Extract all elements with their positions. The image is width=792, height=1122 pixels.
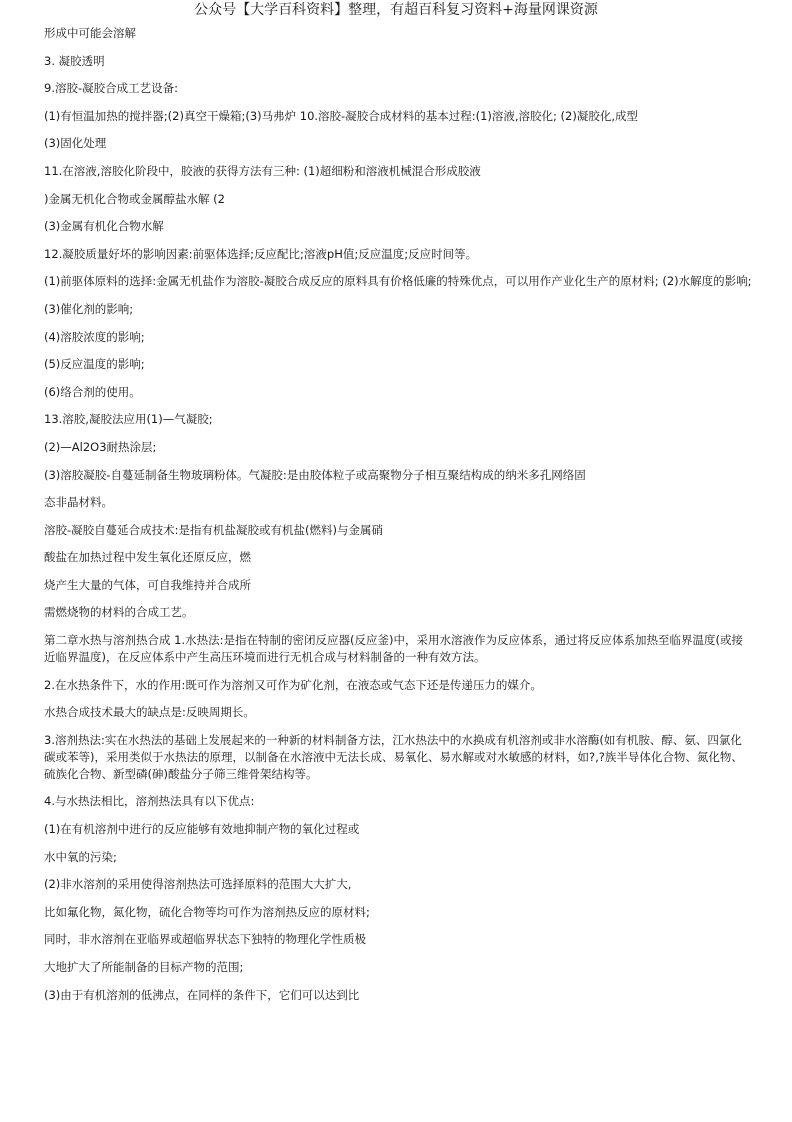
page-header: 公众号【大学百科资料】整理，有超百科复习资料+海量网课资源: [194, 2, 598, 18]
paragraph: 同时，非水溶剂在亚临界或超临界状态下独特的物理化学性质极: [44, 932, 366, 947]
paragraph: (5)反应温度的影响;: [44, 357, 145, 372]
paragraph: 第二章水热与溶剂热合成 1.水热法:是指在特制的密闭反应器(反应釜)中，采用水溶液作为反应体系，通过将反应体系加热至临界温度(或接近临界温度)，在反应体系中产生高压环境而进行无机合成与材料制备的一种有效方法。: [44, 633, 743, 665]
paragraph: 11.在溶液,溶胶化阶段中，胶液的获得方法有三种: (1)超细粉和溶液机械混合形成胶液: [44, 163, 481, 178]
paragraph: 烧产生大量的气体，可自我维持并合成所: [44, 577, 251, 592]
paragraph: (3)固化处理: [44, 136, 107, 151]
document-body: [44, 25, 752, 1014]
paragraph: (2)—Al2O3耐热涂层;: [44, 439, 157, 454]
paragraph: 9.溶胶-凝胶合成工艺设备:: [44, 81, 178, 96]
paragraph: 水热合成技术最大的缺点是:反映周期长。: [44, 705, 255, 720]
paragraph: )金属无机化合物或金属醇盐水解 (2: [44, 191, 225, 206]
paragraph: 大地扩大了所能制备的目标产物的范围;: [44, 960, 244, 974]
paragraph: (4)溶胶浓度的影响;: [44, 329, 145, 344]
paragraph: (3)金属有机化合物水解: [44, 219, 164, 234]
paragraph: 溶胶-凝胶自蔓延合成技术:是指有机盐凝胶或有机盐(燃料)与金属硝: [44, 522, 383, 537]
paragraph: 酸盐在加热过程中发生氧化还原反应，燃: [44, 550, 251, 565]
paragraph: (2)非水溶剂的采用使得溶剂热法可选择原料的范围大大扩大,: [44, 877, 352, 892]
paragraph: 形成中可能会溶解: [44, 26, 136, 40]
paragraph: (1)在有机溶剂中进行的反应能够有效地抑制产物的氧化过程或: [44, 822, 360, 837]
paragraph: 比如氟化物，氮化物，硫化合物等均可作为溶剂热反应的原材料;: [44, 904, 370, 919]
paragraph: 3.溶剂热法:实在水热法的基础上发展起来的一种新的材料制备方法，江水热法中的水换成有机溶剂或非水溶酶(如有机胺、醇、氨、四氯化碳或苯等)，采用类似于水热法的原理，以制备在水溶液中无法长成、易氧化、易水解或对水敏感的材料，如?,?族半导体化合物、氮化物、硫族化合物、新型磷(砷)酸盐分子筛三维骨架结构等。: [44, 732, 743, 781]
paragraph: 需燃烧物的材料的合成工艺。: [44, 605, 194, 620]
paragraph: (3)溶胶凝胶-自蔓延制备生物玻璃粉体。气凝胶:是由胶体粒子或高聚物分子相互聚结构成的纳米多孔网络固: [44, 467, 586, 482]
paragraph: 2.在水热条件下，水的作用:既可作为溶剂又可作为矿化剂，在液态或气态下还是传递压力的媒介。: [44, 677, 542, 692]
paragraph: 12.凝胶质量好坏的影响因素:前驱体选择;反应配比;溶液pH值;反应温度;反应时间等。: [44, 246, 478, 261]
paragraph: 水中氧的污染;: [44, 849, 117, 864]
paragraph: (6)络合剂的使用。: [44, 384, 141, 399]
paragraph: 态非晶材料。: [44, 495, 113, 510]
paragraph: 13.溶胶,凝胶法应用(1)—气凝胶;: [44, 412, 213, 427]
paragraph: (1)有恒温加热的搅拌器;(2)真空干燥箱;(3)马弗炉 10.溶胶-凝胶合成材料的基本过程:(1)溶液,溶胶化; (2)凝胶化,成型: [44, 108, 639, 123]
paragraph: 3. 凝胶透明: [44, 53, 105, 68]
paragraph: (3)催化剂的影响;: [44, 301, 134, 316]
paragraph: 4.与水热法相比，溶剂热法具有以下优点:: [44, 794, 255, 809]
paragraph: (3)由于有机溶剂的低沸点，在同样的条件下，它们可以达到比: [44, 987, 360, 1002]
paragraph: (1)前驱体原料的选择:金属无机盐作为溶胶-凝胶合成反应的原料具有价格低廉的特殊优点，可以用作产业化生产的原材料; (2)水解度的影响;: [44, 274, 752, 289]
